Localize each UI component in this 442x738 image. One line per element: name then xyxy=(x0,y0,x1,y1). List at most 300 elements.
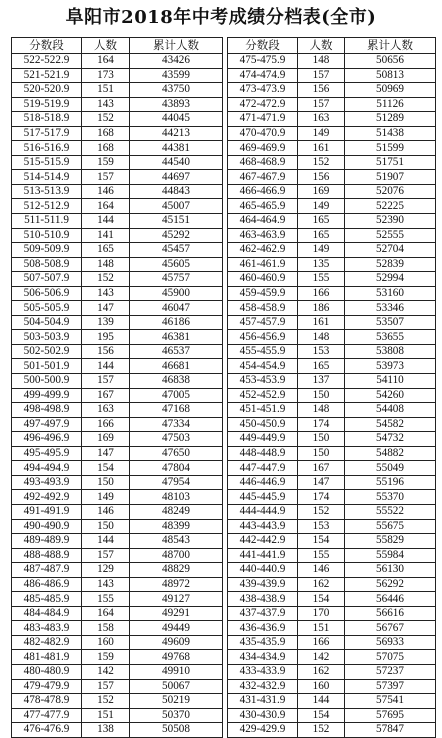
cell-score-range: 512-512.9 xyxy=(12,199,82,214)
cell-cumulative: 48399 xyxy=(130,519,223,534)
table-row xyxy=(228,519,436,534)
table-row xyxy=(12,475,223,490)
cell-cumulative: 57695 xyxy=(345,708,436,723)
cell-score-range: 454-454.9 xyxy=(228,359,298,374)
table-row xyxy=(228,199,436,214)
cell-count: 150 xyxy=(298,432,345,447)
table-row xyxy=(228,563,436,578)
cell-score-range: 435-435.9 xyxy=(228,635,298,650)
cell-cumulative: 52555 xyxy=(345,228,436,243)
cell-count: 169 xyxy=(298,184,345,199)
table-row xyxy=(228,170,436,185)
cell-cumulative: 55049 xyxy=(345,461,436,476)
cell-score-range: 478-478.9 xyxy=(12,694,82,709)
table-row xyxy=(228,461,436,476)
cell-count: 142 xyxy=(298,650,345,665)
cell-score-range: 502-502.9 xyxy=(12,344,82,359)
table-row xyxy=(228,54,436,69)
cell-count: 148 xyxy=(82,257,130,272)
cell-count: 165 xyxy=(298,359,345,374)
cell-cumulative: 48972 xyxy=(130,577,223,592)
cell-score-range: 459-459.9 xyxy=(228,286,298,301)
cell-count: 157 xyxy=(82,170,130,185)
table-row xyxy=(12,286,223,301)
cell-count: 156 xyxy=(298,170,345,185)
cell-cumulative: 47005 xyxy=(130,388,223,403)
cell-cumulative: 43893 xyxy=(130,97,223,112)
table-row xyxy=(12,359,223,374)
cell-score-range: 466-466.9 xyxy=(228,184,298,199)
cell-cumulative: 56130 xyxy=(345,563,436,578)
cell-score-range: 441-441.9 xyxy=(228,548,298,563)
cell-cumulative: 50969 xyxy=(345,83,436,98)
cell-cumulative: 56446 xyxy=(345,592,436,607)
table-row xyxy=(228,344,436,359)
table-row xyxy=(228,403,436,418)
table-row xyxy=(12,199,223,214)
cell-cumulative: 45007 xyxy=(130,199,223,214)
table-row xyxy=(12,664,223,679)
cell-count: 166 xyxy=(298,635,345,650)
table-row xyxy=(228,592,436,607)
cell-score-range: 487-487.9 xyxy=(12,563,82,578)
cell-cumulative: 51126 xyxy=(345,97,436,112)
cell-score-range: 522-522.9 xyxy=(12,54,82,69)
cell-count: 149 xyxy=(298,126,345,141)
cell-count: 143 xyxy=(82,286,130,301)
cell-count: 156 xyxy=(82,344,130,359)
cell-score-range: 500-500.9 xyxy=(12,374,82,389)
cell-score-range: 460-460.9 xyxy=(228,272,298,287)
cell-cumulative: 52839 xyxy=(345,257,436,272)
cell-cumulative: 57237 xyxy=(345,664,436,679)
cell-cumulative: 55829 xyxy=(345,534,436,549)
cell-count: 144 xyxy=(82,214,130,229)
table-row xyxy=(228,359,436,374)
cell-score-range: 431-431.9 xyxy=(228,694,298,709)
cell-score-range: 480-480.9 xyxy=(12,664,82,679)
table-row xyxy=(228,635,436,650)
cell-count: 151 xyxy=(82,708,130,723)
cell-count: 154 xyxy=(298,534,345,549)
cell-score-range: 485-485.9 xyxy=(12,592,82,607)
table-row xyxy=(228,432,436,447)
cell-cumulative: 50219 xyxy=(130,694,223,709)
cell-count: 142 xyxy=(82,664,130,679)
cell-cumulative: 45292 xyxy=(130,228,223,243)
cell-cumulative: 54582 xyxy=(345,417,436,432)
cell-count: 150 xyxy=(82,519,130,534)
table-row xyxy=(12,112,223,127)
table-row xyxy=(12,141,223,156)
cell-score-range: 490-490.9 xyxy=(12,519,82,534)
table-row xyxy=(228,534,436,549)
table-row xyxy=(228,490,436,505)
cell-count: 148 xyxy=(298,54,345,69)
cell-count: 138 xyxy=(82,723,130,738)
table-row xyxy=(12,519,223,534)
cell-score-range: 493-493.9 xyxy=(12,475,82,490)
cell-count: 168 xyxy=(82,141,130,156)
table-row xyxy=(228,548,436,563)
cell-score-range: 473-473.9 xyxy=(228,83,298,98)
cell-score-range: 456-456.9 xyxy=(228,330,298,345)
table-row xyxy=(228,694,436,709)
cell-score-range: 499-499.9 xyxy=(12,388,82,403)
cell-cumulative: 56292 xyxy=(345,577,436,592)
cell-cumulative: 51289 xyxy=(345,112,436,127)
cell-count: 147 xyxy=(82,446,130,461)
cell-cumulative: 53346 xyxy=(345,301,436,316)
cell-cumulative: 46047 xyxy=(130,301,223,316)
cell-score-range: 488-488.9 xyxy=(12,548,82,563)
table-row xyxy=(228,126,436,141)
cell-score-range: 521-521.9 xyxy=(12,68,82,83)
header-count: 人数 xyxy=(82,38,130,54)
table-row xyxy=(12,257,223,272)
cell-cumulative: 51438 xyxy=(345,126,436,141)
cell-cumulative: 46537 xyxy=(130,344,223,359)
table-row xyxy=(12,83,223,98)
cell-cumulative: 45151 xyxy=(130,214,223,229)
cell-cumulative: 54732 xyxy=(345,432,436,447)
cell-score-range: 481-481.9 xyxy=(12,650,82,665)
cell-count: 173 xyxy=(82,68,130,83)
cell-count: 152 xyxy=(82,272,130,287)
cell-cumulative: 48103 xyxy=(130,490,223,505)
table-row xyxy=(12,330,223,345)
table-row xyxy=(12,170,223,185)
cell-count: 163 xyxy=(82,403,130,418)
table-row xyxy=(228,68,436,83)
cell-cumulative: 57075 xyxy=(345,650,436,665)
cell-cumulative: 45900 xyxy=(130,286,223,301)
cell-count: 151 xyxy=(298,621,345,636)
cell-score-range: 477-477.9 xyxy=(12,708,82,723)
cell-cumulative: 52994 xyxy=(345,272,436,287)
table-header-row xyxy=(12,38,223,54)
cell-cumulative: 54882 xyxy=(345,446,436,461)
table-row xyxy=(12,621,223,636)
cell-count: 154 xyxy=(298,708,345,723)
table-row xyxy=(12,272,223,287)
cell-count: 174 xyxy=(298,417,345,432)
cell-count: 153 xyxy=(298,344,345,359)
cell-count: 152 xyxy=(298,155,345,170)
cell-count: 147 xyxy=(82,301,130,316)
cell-score-range: 450-450.9 xyxy=(228,417,298,432)
cell-score-range: 516-516.9 xyxy=(12,141,82,156)
cell-cumulative: 52076 xyxy=(345,184,436,199)
cell-count: 157 xyxy=(298,97,345,112)
table-row xyxy=(228,475,436,490)
cell-count: 137 xyxy=(298,374,345,389)
table-row xyxy=(12,577,223,592)
cell-cumulative: 56933 xyxy=(345,635,436,650)
cell-count: 165 xyxy=(298,228,345,243)
cell-count: 144 xyxy=(82,534,130,549)
table-row xyxy=(228,83,436,98)
cell-cumulative: 45457 xyxy=(130,243,223,258)
cell-score-range: 464-464.9 xyxy=(228,214,298,229)
cell-score-range: 455-455.9 xyxy=(228,344,298,359)
cell-count: 143 xyxy=(82,97,130,112)
cell-score-range: 497-497.9 xyxy=(12,417,82,432)
table-row xyxy=(12,461,223,476)
cell-cumulative: 49609 xyxy=(130,635,223,650)
cell-cumulative: 51751 xyxy=(345,155,436,170)
cell-score-range: 484-484.9 xyxy=(12,606,82,621)
cell-count: 164 xyxy=(82,606,130,621)
table-row xyxy=(12,417,223,432)
table-row xyxy=(228,228,436,243)
cell-count: 195 xyxy=(82,330,130,345)
cell-count: 157 xyxy=(82,548,130,563)
cell-score-range: 507-507.9 xyxy=(12,272,82,287)
table-row xyxy=(228,301,436,316)
cell-score-range: 492-492.9 xyxy=(12,490,82,505)
cell-score-range: 469-469.9 xyxy=(228,141,298,156)
cell-score-range: 513-513.9 xyxy=(12,184,82,199)
cell-cumulative: 50508 xyxy=(130,723,223,738)
cell-score-range: 442-442.9 xyxy=(228,534,298,549)
table-row xyxy=(228,272,436,287)
table-row xyxy=(12,228,223,243)
cell-count: 174 xyxy=(298,490,345,505)
cell-score-range: 503-503.9 xyxy=(12,330,82,345)
cell-count: 154 xyxy=(82,461,130,476)
cell-count: 146 xyxy=(82,504,130,519)
cell-score-range: 511-511.9 xyxy=(12,214,82,229)
cell-score-range: 479-479.9 xyxy=(12,679,82,694)
cell-cumulative: 57847 xyxy=(345,723,436,738)
cell-count: 165 xyxy=(298,214,345,229)
cell-score-range: 506-506.9 xyxy=(12,286,82,301)
table-row xyxy=(228,723,436,738)
cell-cumulative: 43750 xyxy=(130,83,223,98)
table-row xyxy=(228,214,436,229)
table-row xyxy=(228,155,436,170)
cell-score-range: 471-471.9 xyxy=(228,112,298,127)
cell-cumulative: 51599 xyxy=(345,141,436,156)
cell-count: 152 xyxy=(82,112,130,127)
cell-cumulative: 50656 xyxy=(345,54,436,69)
cell-count: 160 xyxy=(82,635,130,650)
cell-count: 186 xyxy=(298,301,345,316)
cell-cumulative: 55984 xyxy=(345,548,436,563)
cell-score-range: 520-520.9 xyxy=(12,83,82,98)
cell-score-range: 449-449.9 xyxy=(228,432,298,447)
table-row xyxy=(12,155,223,170)
cell-score-range: 429-429.9 xyxy=(228,723,298,738)
table-row xyxy=(12,504,223,519)
cell-count: 158 xyxy=(82,621,130,636)
cell-score-range: 483-483.9 xyxy=(12,621,82,636)
cell-count: 149 xyxy=(82,490,130,505)
cell-score-range: 446-446.9 xyxy=(228,475,298,490)
cell-score-range: 519-519.9 xyxy=(12,97,82,112)
cell-cumulative: 54260 xyxy=(345,388,436,403)
table-row xyxy=(12,708,223,723)
cell-cumulative: 52225 xyxy=(345,199,436,214)
cell-score-range: 518-518.9 xyxy=(12,112,82,127)
cell-cumulative: 52390 xyxy=(345,214,436,229)
table-row xyxy=(228,388,436,403)
cell-score-range: 501-501.9 xyxy=(12,359,82,374)
table-row xyxy=(228,650,436,665)
cell-count: 141 xyxy=(82,228,130,243)
cell-score-range: 515-515.9 xyxy=(12,155,82,170)
cell-score-range: 510-510.9 xyxy=(12,228,82,243)
header-score-range: 分数段 xyxy=(12,38,82,54)
cell-count: 159 xyxy=(82,650,130,665)
cell-cumulative: 54110 xyxy=(345,374,436,389)
table-header-row xyxy=(228,38,436,54)
cell-score-range: 451-451.9 xyxy=(228,403,298,418)
cell-score-range: 475-475.9 xyxy=(228,54,298,69)
cell-score-range: 476-476.9 xyxy=(12,723,82,738)
cell-score-range: 495-495.9 xyxy=(12,446,82,461)
cell-score-range: 474-474.9 xyxy=(228,68,298,83)
cell-score-range: 437-437.9 xyxy=(228,606,298,621)
cell-score-range: 498-498.9 xyxy=(12,403,82,418)
cell-count: 163 xyxy=(298,112,345,127)
cell-cumulative: 48543 xyxy=(130,534,223,549)
cell-score-range: 452-452.9 xyxy=(228,388,298,403)
cell-count: 165 xyxy=(82,243,130,258)
table-row xyxy=(228,315,436,330)
cell-score-range: 447-447.9 xyxy=(228,461,298,476)
cell-score-range: 509-509.9 xyxy=(12,243,82,258)
cell-count: 144 xyxy=(82,359,130,374)
cell-score-range: 432-432.9 xyxy=(228,679,298,694)
table-row xyxy=(12,694,223,709)
table-row xyxy=(228,664,436,679)
table-row xyxy=(12,606,223,621)
cell-cumulative: 53808 xyxy=(345,344,436,359)
cell-count: 147 xyxy=(298,475,345,490)
cell-score-range: 444-444.9 xyxy=(228,504,298,519)
cell-cumulative: 55522 xyxy=(345,504,436,519)
cell-count: 157 xyxy=(82,679,130,694)
table-row xyxy=(12,301,223,316)
cell-cumulative: 49910 xyxy=(130,664,223,679)
table-row xyxy=(12,403,223,418)
cell-cumulative: 47334 xyxy=(130,417,223,432)
cell-count: 162 xyxy=(298,577,345,592)
cell-cumulative: 49449 xyxy=(130,621,223,636)
cell-cumulative: 50813 xyxy=(345,68,436,83)
table-row xyxy=(228,577,436,592)
cell-cumulative: 55370 xyxy=(345,490,436,505)
cell-cumulative: 56767 xyxy=(345,621,436,636)
cell-cumulative: 50067 xyxy=(130,679,223,694)
cell-count: 167 xyxy=(298,461,345,476)
table-row xyxy=(12,68,223,83)
cell-count: 156 xyxy=(298,83,345,98)
cell-cumulative: 47954 xyxy=(130,475,223,490)
cell-cumulative: 52704 xyxy=(345,243,436,258)
table-row xyxy=(228,112,436,127)
cell-cumulative: 45605 xyxy=(130,257,223,272)
table-row xyxy=(228,621,436,636)
cell-cumulative: 53507 xyxy=(345,315,436,330)
cell-count: 139 xyxy=(82,315,130,330)
cell-count: 149 xyxy=(298,199,345,214)
table-row xyxy=(228,184,436,199)
table-row xyxy=(12,534,223,549)
cell-score-range: 436-436.9 xyxy=(228,621,298,636)
cell-cumulative: 43599 xyxy=(130,68,223,83)
table-row xyxy=(228,606,436,621)
cell-cumulative: 57541 xyxy=(345,694,436,709)
table-row xyxy=(12,184,223,199)
cell-cumulative: 49127 xyxy=(130,592,223,607)
cell-count: 157 xyxy=(298,68,345,83)
cell-score-range: 505-505.9 xyxy=(12,301,82,316)
table-row xyxy=(228,417,436,432)
cell-cumulative: 47804 xyxy=(130,461,223,476)
cell-score-range: 458-458.9 xyxy=(228,301,298,316)
cell-count: 144 xyxy=(298,694,345,709)
header-cumulative: 累计人数 xyxy=(345,38,436,54)
cell-count: 146 xyxy=(298,563,345,578)
cell-score-range: 448-448.9 xyxy=(228,446,298,461)
cell-score-range: 434-434.9 xyxy=(228,650,298,665)
cell-cumulative: 56616 xyxy=(345,606,436,621)
cell-count: 157 xyxy=(82,374,130,389)
header-count: 人数 xyxy=(298,38,345,54)
cell-score-range: 453-453.9 xyxy=(228,374,298,389)
table-row xyxy=(12,635,223,650)
table-row xyxy=(228,286,436,301)
cell-count: 162 xyxy=(298,664,345,679)
cell-score-range: 457-457.9 xyxy=(228,315,298,330)
cell-score-range: 470-470.9 xyxy=(228,126,298,141)
table-row xyxy=(228,243,436,258)
table-row xyxy=(12,214,223,229)
cell-cumulative: 44540 xyxy=(130,155,223,170)
cell-count: 148 xyxy=(298,403,345,418)
header-cumulative: 累计人数 xyxy=(130,38,223,54)
cell-count: 150 xyxy=(298,446,345,461)
table-row xyxy=(12,548,223,563)
cell-score-range: 514-514.9 xyxy=(12,170,82,185)
cell-score-range: 482-482.9 xyxy=(12,635,82,650)
cell-score-range: 461-461.9 xyxy=(228,257,298,272)
table-row xyxy=(228,330,436,345)
cell-count: 154 xyxy=(298,592,345,607)
score-table-left xyxy=(11,37,223,738)
cell-cumulative: 47650 xyxy=(130,446,223,461)
cell-count: 166 xyxy=(82,417,130,432)
cell-count: 167 xyxy=(82,388,130,403)
cell-score-range: 508-508.9 xyxy=(12,257,82,272)
cell-score-range: 494-494.9 xyxy=(12,461,82,476)
cell-cumulative: 50370 xyxy=(130,708,223,723)
table-row xyxy=(12,54,223,69)
table-row xyxy=(228,97,436,112)
cell-count: 148 xyxy=(298,330,345,345)
cell-count: 150 xyxy=(298,388,345,403)
table-row xyxy=(12,97,223,112)
cell-score-range: 463-463.9 xyxy=(228,228,298,243)
cell-cumulative: 55675 xyxy=(345,519,436,534)
cell-cumulative: 55196 xyxy=(345,475,436,490)
table-row xyxy=(228,679,436,694)
table-row xyxy=(12,315,223,330)
cell-count: 150 xyxy=(82,475,130,490)
